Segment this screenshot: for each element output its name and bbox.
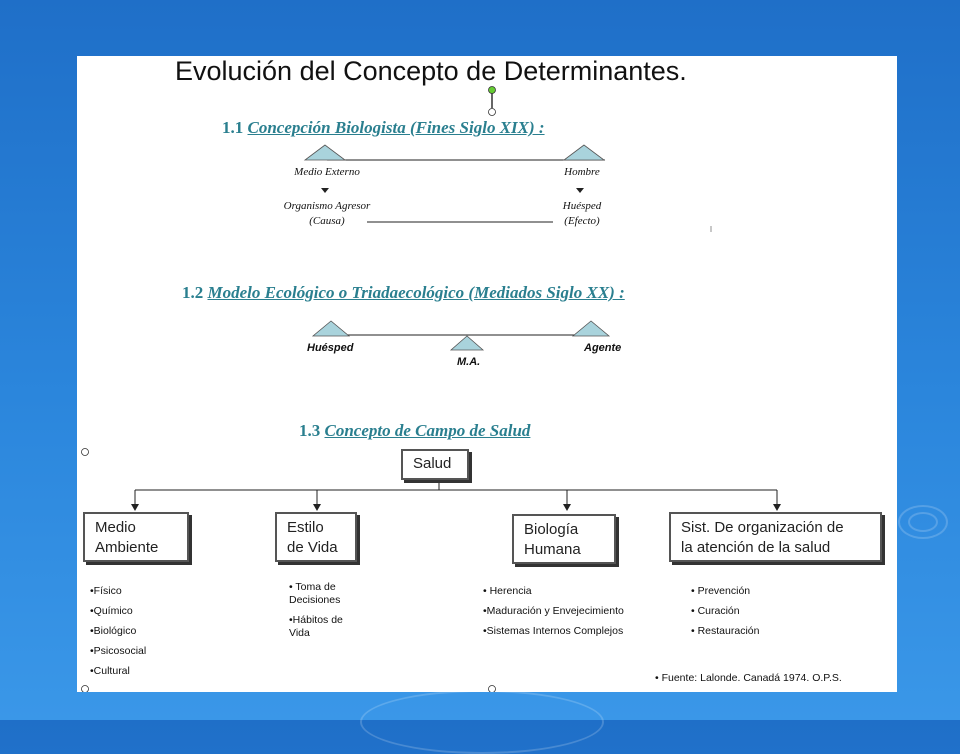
list-item: • Herencia xyxy=(483,585,532,597)
slide-canvas xyxy=(77,56,897,692)
list-item: •Maduración y Envejecimiento xyxy=(483,605,624,617)
huesped-label: Huésped xyxy=(307,342,354,354)
rotate-handle-icon xyxy=(489,87,496,94)
ripple-decoration xyxy=(908,512,938,532)
source-citation: • Fuente: Lalonde. Canadá 1974. O.P.S. xyxy=(655,672,842,684)
list-item: • Restauración xyxy=(691,625,760,637)
list-item: • Toma de xyxy=(289,581,336,593)
fulcrum-triangle xyxy=(573,321,609,336)
medio-ambiente-abbrev-label: M.A. xyxy=(457,356,481,368)
fulcrum-triangle xyxy=(305,145,345,160)
list-item: •Biológico xyxy=(90,625,137,637)
fulcrum-triangle xyxy=(564,145,604,160)
biologia-humana-list xyxy=(483,581,624,641)
list-item: •Cultural xyxy=(90,665,130,677)
list-item: •Psicosocial xyxy=(90,645,147,657)
medio-ambiente-list xyxy=(90,581,146,681)
estilo-de-vida-list xyxy=(289,581,343,640)
biologia-humana-box: Biología Humana xyxy=(512,514,616,564)
sistema-atencion-list xyxy=(691,581,759,641)
salud-root-box: Salud xyxy=(401,449,469,480)
list-item: • Curación xyxy=(691,605,740,617)
list-item: •Hábitos de xyxy=(289,614,343,626)
list-item: Decisiones xyxy=(289,594,341,606)
slide-title: Evolución del Concepto de Determinantes. xyxy=(175,56,687,86)
organismo-agresor-label: Organismo Agresor (Causa) xyxy=(283,200,371,227)
hombre-label: Hombre xyxy=(564,166,600,178)
ripple-decoration xyxy=(360,690,604,754)
medio-externo-label: Medio Externo xyxy=(294,166,360,178)
list-item: •Sistemas Internos Complejos xyxy=(483,625,624,637)
list-item: •Físico xyxy=(90,585,122,597)
huesped-efecto-label: Huésped (Efecto) xyxy=(562,200,602,227)
section-1-heading: 1.1 Concepción Biologista (Fines Siglo XIX) : xyxy=(222,118,545,137)
fulcrum-triangle xyxy=(451,336,483,350)
estilo-de-vida-box: Estilo de Vida xyxy=(275,512,357,562)
section-3-heading: 1.3 Concepto de Campo de Salud xyxy=(299,421,531,440)
list-item: • Prevención xyxy=(691,585,751,597)
list-item: •Químico xyxy=(90,605,133,617)
agente-label: Agente xyxy=(584,342,622,354)
sistema-atencion-salud-box: Sist. De organización de la atención de la salud xyxy=(669,512,882,562)
fulcrum-triangle xyxy=(313,321,349,336)
section-2-heading: 1.2 Modelo Ecológico o Triadaecológico (Mediados Siglo XX) : xyxy=(182,283,625,302)
medio-ambiente-box: Medio Ambiente xyxy=(83,512,189,562)
list-item: Vida xyxy=(289,627,310,639)
